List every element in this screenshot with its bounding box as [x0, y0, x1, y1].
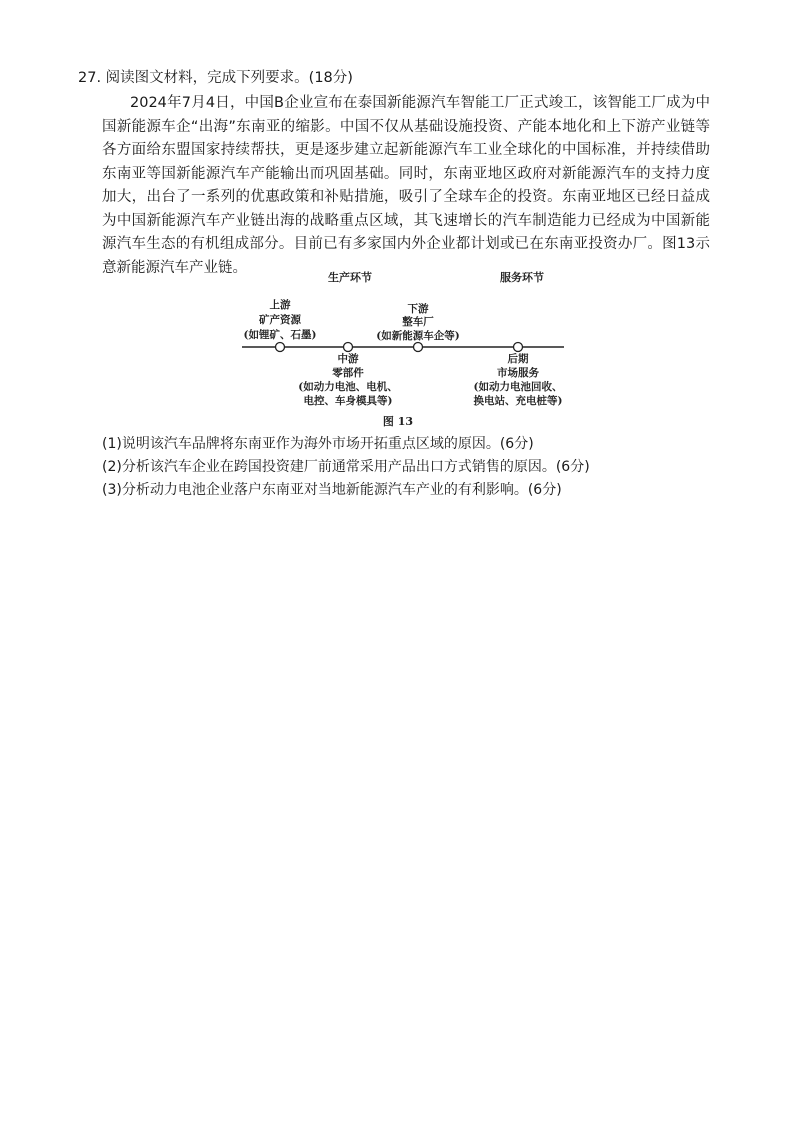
later-detail-1: (如动力电池回收、: [473, 381, 563, 393]
later-detail-2: 换电站、充电桩等): [473, 395, 563, 407]
passage: [102, 92, 710, 280]
later-stage: 后期: [507, 353, 529, 365]
figure-caption: 图 13: [382, 415, 414, 428]
section-service-label: 服务环节: [500, 271, 544, 284]
node-later: [514, 343, 523, 352]
downstream-detail: (如新能源车企等): [376, 330, 460, 342]
upstream-name: 矿产资源: [259, 314, 301, 326]
downstream-name: 整车厂: [402, 316, 434, 328]
downstream-stage: 下游: [407, 303, 429, 315]
midstream-detail-1: (如动力电池、电机、: [298, 381, 398, 393]
section-production-label: 生产环节: [328, 271, 372, 284]
midstream-detail-2: 电控、车身模具等): [303, 395, 393, 407]
node-downstream: [414, 343, 423, 352]
node-upstream: [276, 343, 285, 352]
subquestion-3: (3)分析动力电池企业落户东南亚对当地新能源汽车产业的有利影响。(6分): [102, 482, 562, 498]
node-midstream: [344, 343, 353, 352]
upstream-detail: (如锂矿、石墨): [243, 329, 317, 341]
passage-text: 2024年7月4日，中国B企业宣布在泰国新能源汽车智能工厂正式竣工，该智能工厂成为中国新能源车企“出海”东南亚的缩影。中国不仅从基础设施投资、产能本地化和上下游产业链等各方面给东盟国家持续帮扶，更是逐步建立起新能源汽车工业全球化的中国标准，并持续借助东南亚等国新能源汽车产能输出而巩固基础。同时，东南亚地区政府对新能源汽车的支持力度加大，出台了一系列的优惠政策和补贴措施，吸引了全球车企的投资。东南亚地区已经日益成为中国新能源汽车产业链出海的战略重点区域，其飞速增长的汽车制造能力已经成为中国新能源汽车生态的有机组成部分。目前已有多家国内外企业都计划或已在东南亚投资办厂。图13示意新能源汽车产业链。: [102, 95, 710, 276]
midstream-stage: 中游: [337, 353, 359, 365]
industry-chain-figure: [230, 268, 590, 430]
midstream-name: 零部件: [332, 367, 364, 379]
question-title: 27. 阅读图文材料，完成下列要求。(18分): [78, 70, 353, 86]
upstream-stage: 上游: [269, 299, 291, 311]
later-name: 市场服务: [497, 367, 539, 379]
subquestion-2: (2)分析该汽车企业在跨国投资建厂前通常采用产品出口方式销售的原因。(6分): [102, 459, 590, 475]
subquestion-1: (1)说明该汽车品牌将东南亚作为海外市场开拓重点区域的原因。(6分): [102, 436, 534, 452]
